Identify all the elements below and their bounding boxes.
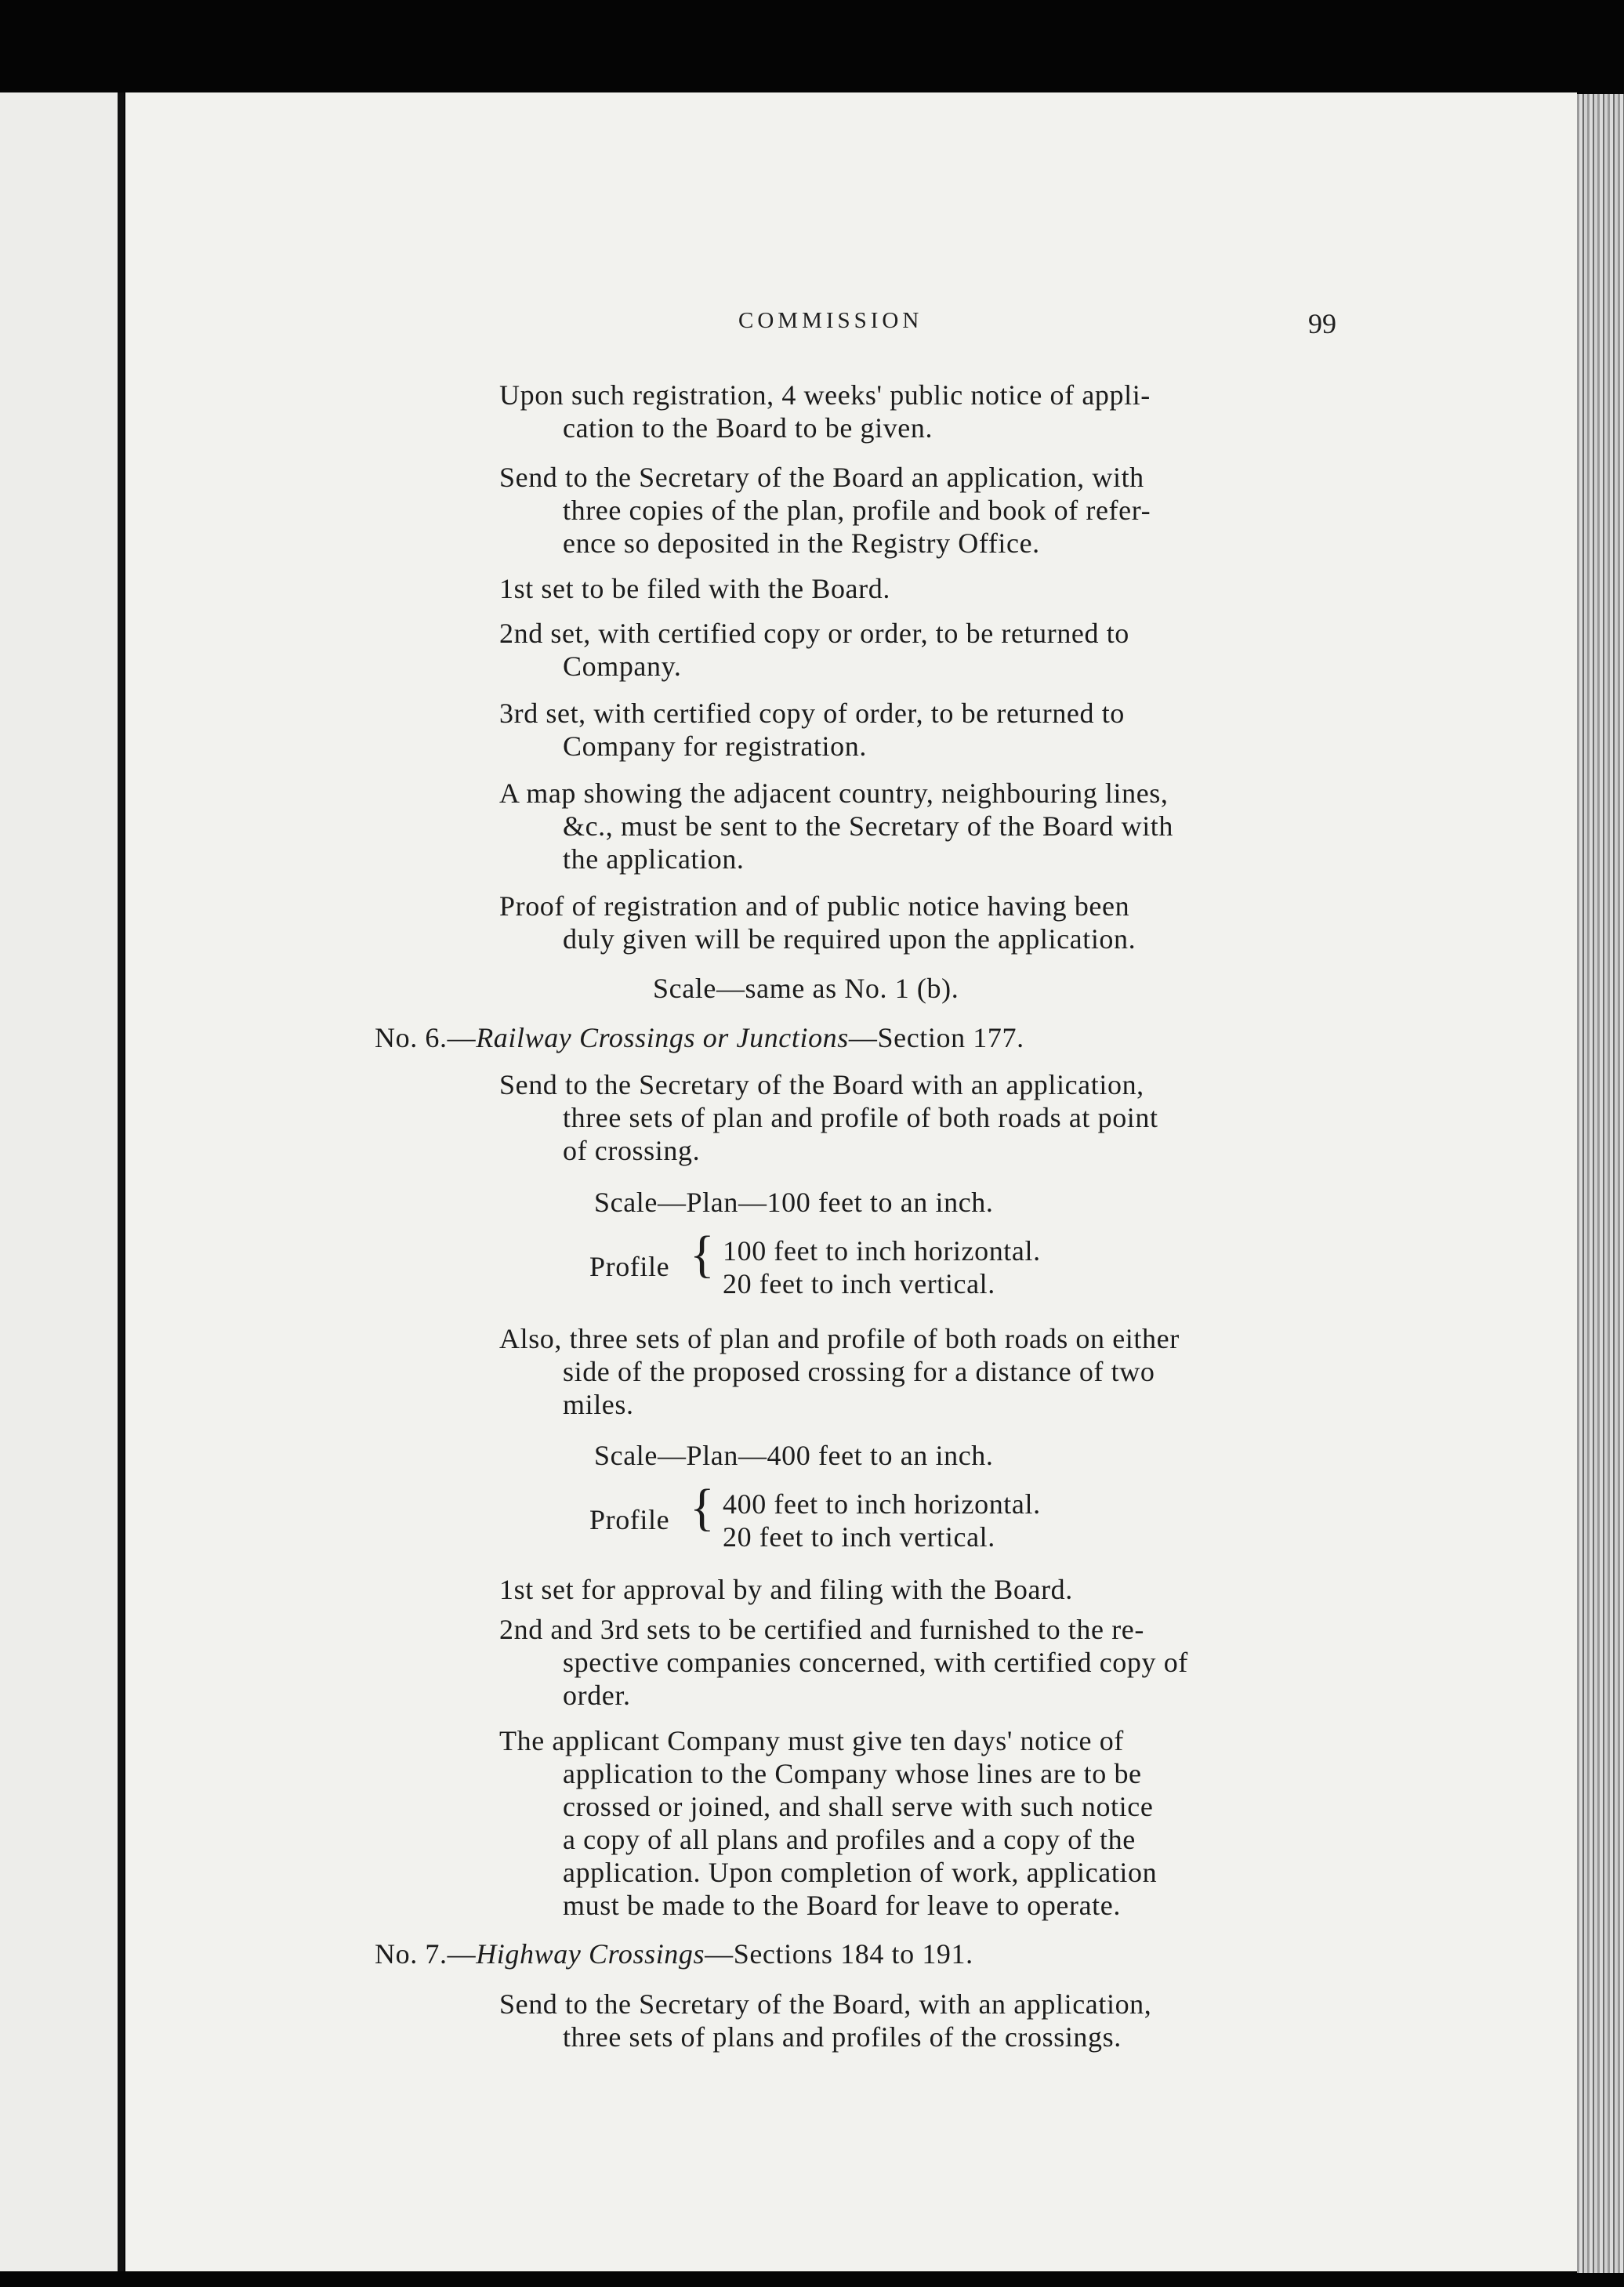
- scale-note: Scale—Plan—400 feet to an inch.: [594, 1440, 994, 1471]
- text-line: &c., must be sent to the Secretary of the Board with: [563, 810, 1174, 842]
- text-line: Send to the Secretary of the Board, with an application,: [499, 1988, 1152, 2020]
- brace-icon: {: [690, 1226, 716, 1283]
- profile-vertical: 20 feet to inch vertical.: [723, 1521, 995, 1553]
- text-line: a copy of all plans and profiles and a copy of the: [563, 1824, 1136, 1855]
- text-line: ence so deposited in the Registry Office.: [563, 527, 1040, 559]
- heading-number: No. 7.—: [375, 1938, 477, 1970]
- text-line: A map showing the adjacent country, neighbouring lines,: [499, 777, 1169, 809]
- scale-note: Scale—same as No. 1 (b).: [653, 973, 959, 1004]
- text-line: miles.: [563, 1389, 634, 1420]
- page-edge-stack: [1577, 94, 1624, 2273]
- heading-section: —Sections 184 to 191.: [705, 1938, 973, 1970]
- section-heading-no6: [375, 1021, 1024, 1054]
- text-line: Company.: [563, 651, 682, 682]
- text-line: crossed or joined, and shall serve with such notice: [563, 1791, 1154, 1822]
- text-line: 2nd set, with certified copy or order, to be returned to: [499, 618, 1129, 649]
- text-line: Company for registration.: [563, 730, 867, 762]
- text-line: The applicant Company must give ten days' notice of: [499, 1725, 1124, 1756]
- text-line: Send to the Secretary of the Board with an application,: [499, 1069, 1144, 1100]
- heading-title: Highway Crossings: [476, 1938, 705, 1970]
- heading-title: Railway Crossings or Junctions: [476, 1022, 849, 1053]
- text-line: must be made to the Board for leave to operate.: [563, 1890, 1121, 1921]
- brace-icon: {: [690, 1479, 716, 1536]
- text-line: 1st set for approval by and filing with the Board.: [499, 1574, 1073, 1605]
- text-line: 3rd set, with certified copy of order, to be returned to: [499, 698, 1125, 729]
- profile-label: Profile: [589, 1251, 670, 1282]
- profile-horizontal: 400 feet to inch horizontal.: [723, 1488, 1041, 1520]
- text-line: Send to the Secretary of the Board an application, with: [499, 462, 1144, 493]
- text-line: 2nd and 3rd sets to be certified and furnished to the re-: [499, 1614, 1144, 1645]
- text-line: three sets of plan and profile of both roads at point: [563, 1102, 1158, 1133]
- text-line: order.: [563, 1680, 631, 1711]
- profile-label: Profile: [589, 1504, 670, 1535]
- text-line: application. Upon completion of work, application: [563, 1857, 1158, 1888]
- running-header: COMMISSION: [738, 308, 923, 333]
- text-line: of crossing.: [563, 1135, 701, 1166]
- text-line: 1st set to be filed with the Board.: [499, 573, 890, 604]
- text-line: spective companies concerned, with certified copy of: [563, 1647, 1188, 1678]
- heading-section: —Section 177.: [848, 1022, 1024, 1053]
- text-line: side of the proposed crossing for a distance of two: [563, 1356, 1155, 1387]
- text-line: three sets of plans and profiles of the crossings.: [563, 2021, 1122, 2053]
- section-heading-no7: [375, 1937, 973, 1970]
- text-line: application to the Company whose lines are to be: [563, 1758, 1142, 1789]
- previous-page-edge: [0, 92, 118, 2271]
- text-line: the application.: [563, 843, 745, 875]
- text-line: cation to the Board to be given.: [563, 412, 933, 444]
- profile-vertical: 20 feet to inch vertical.: [723, 1268, 995, 1299]
- profile-horizontal: 100 feet to inch horizontal.: [723, 1235, 1041, 1267]
- text-line: Proof of registration and of public notice having been: [499, 890, 1130, 922]
- heading-number: No. 6.—: [375, 1022, 477, 1053]
- text-line: duly given will be required upon the application.: [563, 923, 1136, 955]
- text-line: Upon such registration, 4 weeks' public notice of appli-: [499, 379, 1151, 411]
- binding-gutter: [118, 92, 124, 2271]
- text-line: Also, three sets of plan and profile of both roads on either: [499, 1323, 1180, 1354]
- text-line: three copies of the plan, profile and book of refer-: [563, 495, 1151, 526]
- scale-note: Scale—Plan—100 feet to an inch.: [594, 1187, 994, 1218]
- page-number: 99: [1308, 308, 1336, 339]
